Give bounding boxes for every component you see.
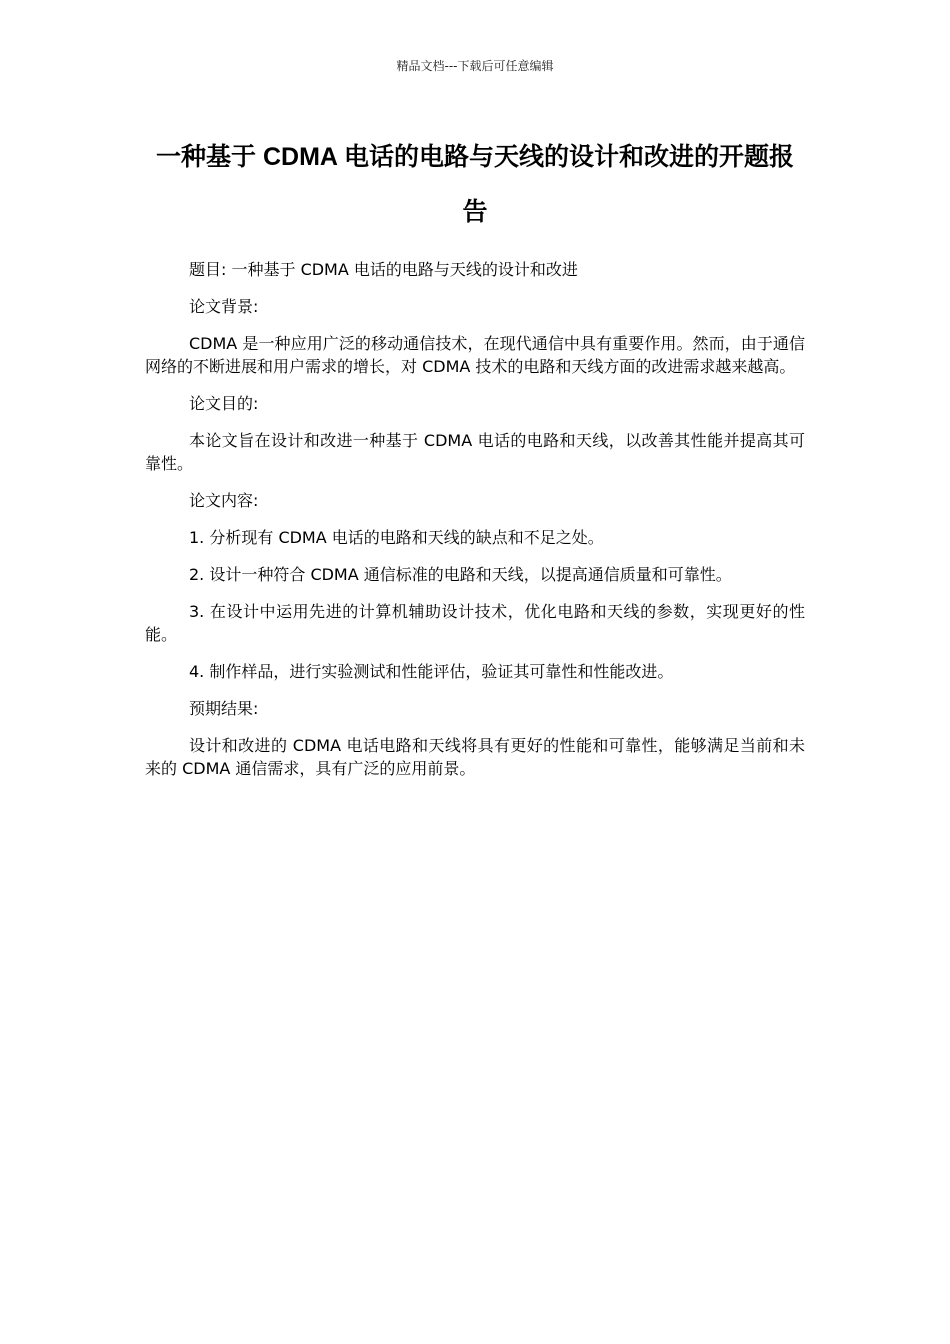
content-item-2: 2. 设计一种符合 CDMA 通信标准的电路和天线，以提高通信质量和可靠性。 <box>189 565 732 584</box>
expected-results-paragraph: 设计和改进的 CDMA 电话电路和天线将具有更好的性能和可靠性，能够满足当前和未来的 CDMA 通信需求，具有广泛的应用前景。 <box>145 736 805 778</box>
background-paragraph: CDMA 是一种应用广泛的移动通信技术，在现代通信中具有重要作用。然而，由于通信网络的不断进展和用户需求的增长，对 CDMA 技术的电路和天线方面的改进需求越来越高。 <box>145 334 805 376</box>
section-heading-content: 论文内容: <box>189 491 259 510</box>
content-item-1: 1. 分析现有 CDMA 电话的电路和天线的缺点和不足之处。 <box>189 528 604 547</box>
topic-line: 题目: 一种基于 CDMA 电话的电路与天线的设计和改进 <box>189 260 578 279</box>
section-heading-background: 论文背景: <box>189 297 259 316</box>
section-heading-purpose: 论文目的: <box>189 394 259 413</box>
purpose-paragraph: 本论文旨在设计和改进一种基于 CDMA 电话的电路和天线，以改善其性能并提高其可靠性。 <box>145 431 805 473</box>
section-heading-expected-results: 预期结果: <box>189 699 259 718</box>
document-title: 一种基于 CDMA 电话的电路与天线的设计和改进的开题报告 <box>156 143 794 226</box>
content-item-3: 3. 在设计中运用先进的计算机辅助设计技术，优化电路和天线的参数，实现更好的性能。 <box>145 602 805 644</box>
header-note: 精品文档---下载后可任意编辑 <box>396 59 554 73</box>
document-body <box>145 258 805 794</box>
content-item-4: 4. 制作样品，进行实验测试和性能评估，验证其可靠性和性能改进。 <box>189 662 674 681</box>
